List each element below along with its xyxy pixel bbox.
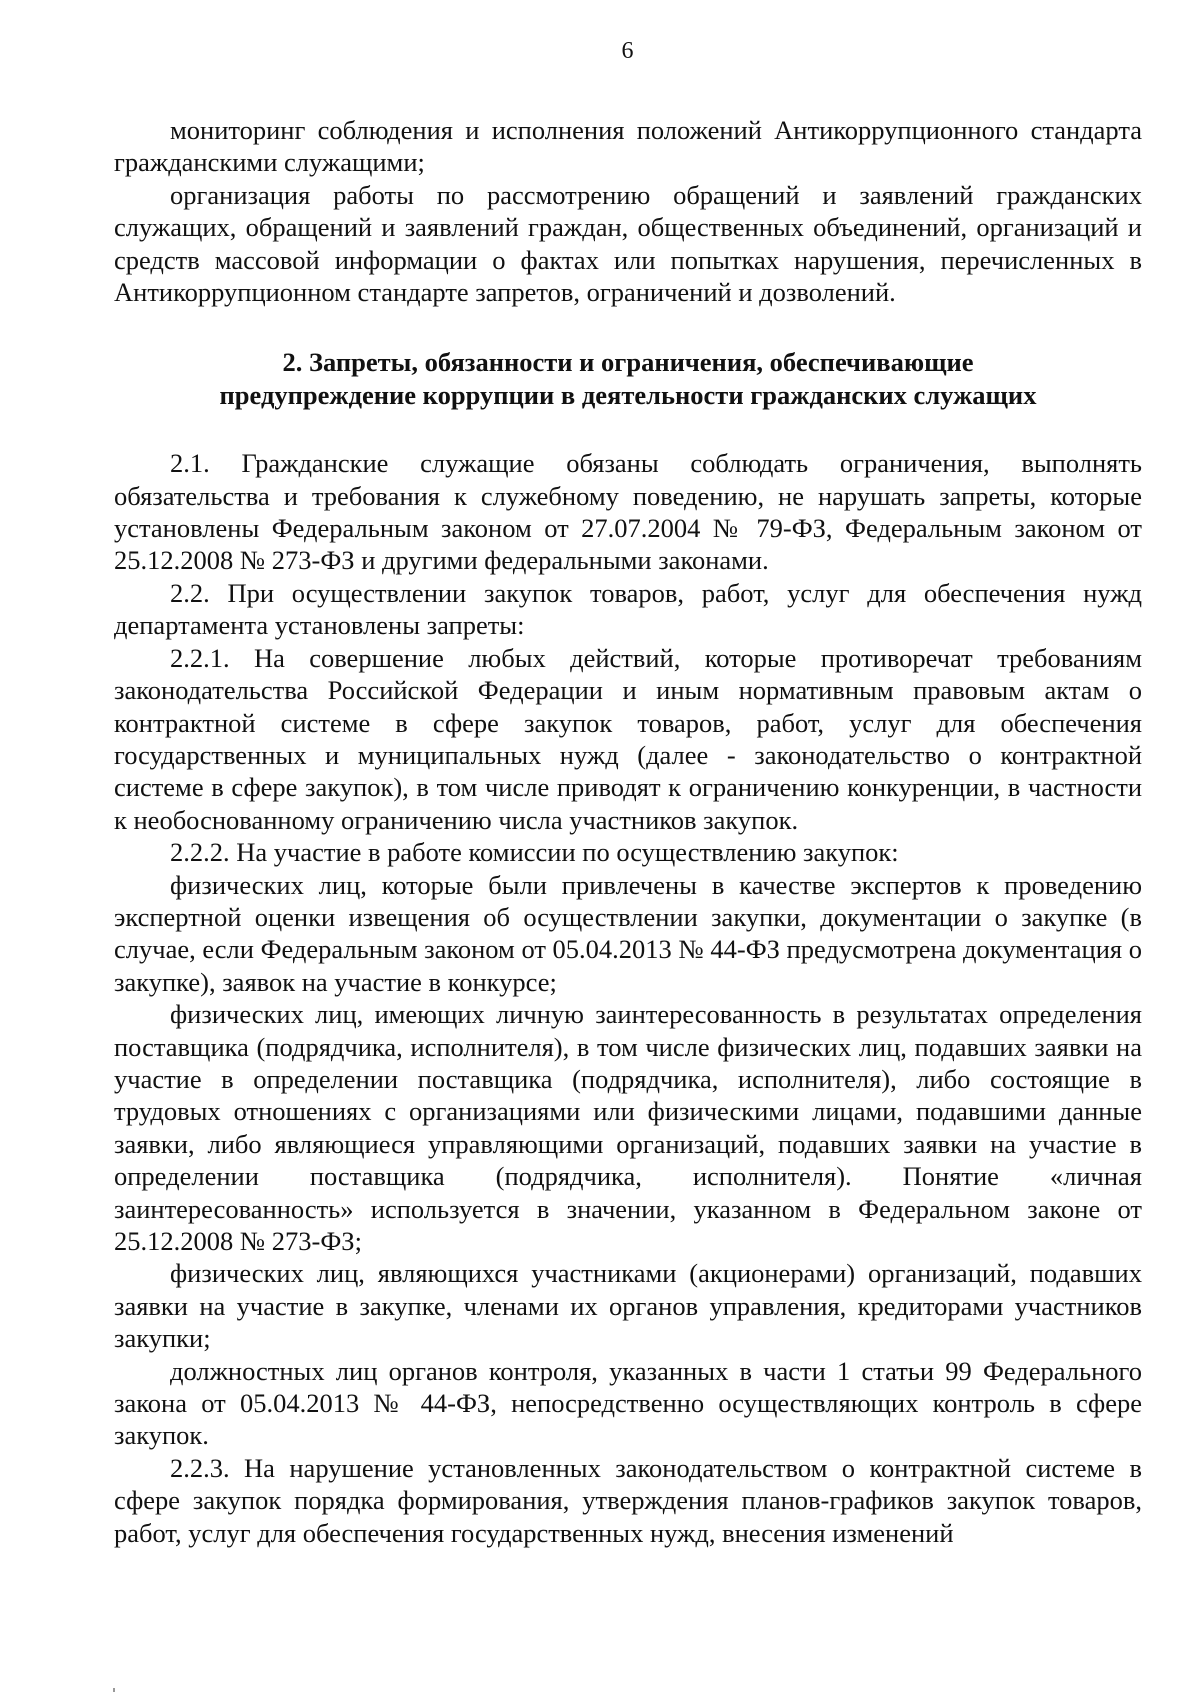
paragraph: 2.2.2. На участие в работе комиссии по осуществлению закупок:	[170, 837, 899, 868]
section-heading	[114, 346, 1142, 411]
paragraph: мониторинг соблюдения и исполнения положений Антикоррупционного стандарта гражданскими служащими;	[114, 115, 1142, 178]
paragraph: организация работы по рассмотрению обращений и заявлений гражданских служащих, обращений и заявлений граждан, общественных объединений, организаций и средств массовой информации о фактах или попытках нарушения, перечисленных в Антикоррупционном стандарте запретов, ограничений и дозволений.	[114, 179, 1142, 308]
paragraph: 2.2.1. На совершение любых действий, которые противоречат требованиям законодательства Российской Федерации и иным нормативным правовым актам о контрактной системе в сфере закупок товаров, работ, услуг для обеспечения государственных и муниципальных нужд (далее - законодательство о контрактной системе в сфере закупок), в том числе приводят к ограничению конкуренции, в частности к необоснованному ограничению числа участников закупок.	[114, 642, 1142, 835]
section-heading-line: 2. Запреты, обязанности и ограничения, обеспечивающие	[282, 347, 974, 378]
paragraph: физических лиц, имеющих личную заинтересованность в результатах определения поставщика (подрядчика, исполнителя), в том числе физических лиц, подавших заявки на участие в определении поставщика (подрядчика, исполнителя), либо состоящие в трудовых отношениях с организациями или физическими лицами, подавшими данные заявки, либо являющиеся управляющими организаций, подавших заявки на участие в определении поставщика (подрядчика, исполнителя). Понятие «личная заинтересованность» используется в значении, указанном в Федеральном законе от 25.12.2008 № 273-ФЗ;	[114, 999, 1142, 1256]
paragraph: физических лиц, являющихся участниками (акционерами) организаций, подавших заявки на участие в закупке, членами их органов управления, кредиторами участников закупки;	[114, 1258, 1142, 1354]
page-number: 6	[621, 38, 634, 64]
paragraph: 2.2.3. На нарушение установленных законодательством о контрактной системе в сфере закупок порядка формирования, утверждения планов-графиков закупок товаров, работ, услуг для обеспечения государственных нужд, внесения изменений	[114, 1452, 1142, 1548]
document-body	[114, 114, 1142, 1549]
paragraph: должностных лиц органов контроля, указанных в части 1 статьи 99 Федерального закона от 05.04.2013 № 44-ФЗ, непосредственно осуществляющих контроль в сфере закупок.	[114, 1355, 1142, 1451]
paragraph: 2.1. Гражданские служащие обязаны соблюдать ограничения, выполнять обязательства и требования к служебному поведению, не нарушать запреты, которые установлены Федеральным законом от 27.07.2004 № 79-ФЗ, Федеральным законом от 25.12.2008 № 273-ФЗ и другими федеральными законами.	[114, 448, 1142, 576]
paragraph: физических лиц, которые были привлечены в качестве экспертов к проведению экспертной оценки извещения об осуществлении закупки, документации о закупке (в случае, если Федеральным законом от 05.04.2013 № 44-ФЗ предусмотрена документация о закупке), заявок на участие в конкурсе;	[114, 869, 1142, 997]
scan-mark	[113, 1688, 115, 1692]
section-heading-line: предупреждение коррупции в деятельности гражданских служащих	[219, 379, 1037, 410]
paragraph: 2.2. При осуществлении закупок товаров, работ, услуг для обеспечения нужд департамента установлены запреты:	[114, 577, 1142, 641]
